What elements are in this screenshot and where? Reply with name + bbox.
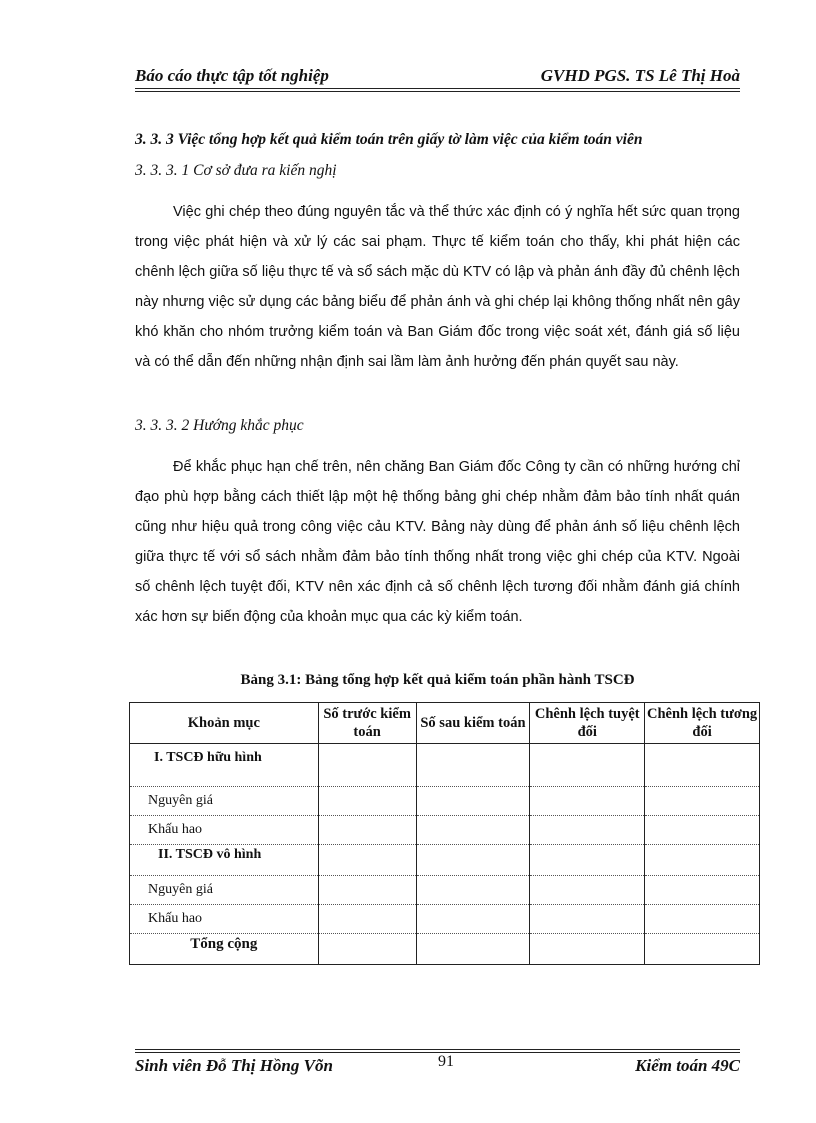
subsection-heading-1: 3. 3. 3. 1 Cơ sở đưa ra kiến nghị — [135, 162, 337, 179]
paragraph-basis: Việc ghi chép theo đúng nguyên tắc và thể thức xác định có ý nghĩa hết sức quan trọng trong việc phát hiện và xử lý các sai phạm. Thực tế kiểm toán cho thấy, khi phát hiện các chênh lệch giữa số liệu thực tế và sổ sách mặc dù KTV có lập và phản ánh đầy đủ chênh lệch này nhưng việc sử dụng các bảng biểu để phản ánh và ghi chép lại không thống nhất nên gây khó khăn cho nhóm trưởng kiểm toán và Ban Giám đốc trong việc soát xét, đánh giá số liệu và có thể dẫn đến những nhận định sai lầm làm ảnh hưởng đến phán quyết sau này. — [135, 204, 740, 370]
table-cell — [530, 845, 645, 876]
row-label-tangible: I. TSCĐ hữu hình — [130, 744, 319, 787]
table-cell — [416, 787, 530, 816]
table-row — [130, 934, 760, 965]
row-label-depreciation: Khấu hao — [130, 816, 319, 845]
footer-class: Kiểm toán 49C — [635, 1056, 740, 1075]
table-cell — [530, 816, 645, 845]
table-cell — [416, 934, 530, 965]
table-cell — [416, 876, 530, 905]
page-number: 91 — [438, 1053, 454, 1070]
table-cell — [318, 787, 416, 816]
table-header-row — [130, 703, 760, 744]
table-cell — [530, 905, 645, 934]
table-row — [130, 744, 760, 787]
table-cell — [530, 876, 645, 905]
table-caption: Bảng 3.1: Bảng tổng hợp kết quả kiểm toán phần hành TSCĐ — [240, 672, 635, 688]
table-cell — [645, 905, 760, 934]
table-cell — [416, 816, 530, 845]
row-label-cost: Nguyên giá — [130, 876, 319, 905]
table-cell — [645, 934, 760, 965]
table-cell — [645, 816, 760, 845]
col-header-item: Khoản mục — [130, 703, 319, 744]
col-header-before-audit: Số trước kiểm toán — [318, 703, 416, 744]
table-row — [130, 905, 760, 934]
table-cell — [318, 905, 416, 934]
col-header-relative-diff: Chênh lệch tương đối — [645, 703, 760, 744]
table-row — [130, 816, 760, 845]
table-cell — [318, 934, 416, 965]
table-cell — [416, 905, 530, 934]
row-label-cost: Nguyên giá — [130, 787, 319, 816]
subsection-heading-2: 3. 3. 3. 2 Hướng khắc phục — [135, 417, 304, 434]
section-heading: 3. 3. 3 Việc tổng hợp kết quả kiểm toán trên giấy tờ làm việc của kiểm toán viên — [135, 131, 643, 148]
footer-student: Sinh viên Đỗ Thị Hồng Võn — [135, 1056, 333, 1075]
row-label-intangible: II. TSCĐ vô hình — [130, 845, 319, 876]
table-cell — [645, 845, 760, 876]
table-cell — [416, 744, 530, 787]
audit-summary-table — [129, 702, 760, 965]
header-report-title: Báo cáo thực tập tốt nghiệp — [135, 66, 329, 85]
col-header-after-audit: Số sau kiểm toán — [416, 703, 530, 744]
paragraph-remedy: Để khắc phục hạn chế trên, nên chăng Ban Giám đốc Công ty cần có những hướng chỉ đạo phù hợp bằng cách thiết lập một hệ thống bảng ghi chép nhằm đảm bảo tính nhất quán cũng như hiệu quả trong công việc cảu KTV. Bảng này dùng để phản ánh số liệu chênh lệch giữa thực tế với sổ sách nhằm đảm bảo tính thống nhất trong việc ghi chép của KTV. Ngoài số chênh lệch tuyệt đối, KTV nên xác định cả số chênh lệch tương đối nhằm đánh giá chính xác hơn sự biến động của khoản mục qua các kỳ kiểm toán. — [135, 459, 740, 625]
table-cell — [530, 787, 645, 816]
header-rule — [135, 88, 740, 89]
table-cell — [645, 744, 760, 787]
table-cell — [318, 816, 416, 845]
table-cell — [318, 845, 416, 876]
table-cell — [645, 787, 760, 816]
table-cell — [645, 876, 760, 905]
row-label-depreciation: Khấu hao — [130, 905, 319, 934]
footer-rule — [135, 1049, 740, 1050]
page-footer — [135, 1049, 740, 1079]
header-rule-double — [135, 91, 740, 92]
table-cell — [318, 876, 416, 905]
col-header-absolute-diff: Chênh lệch tuyệt đối — [530, 703, 645, 744]
row-label-total: Tổng cộng — [130, 934, 319, 965]
header-supervisor: GVHD PGS. TS Lê Thị Hoà — [540, 66, 740, 85]
table-row — [130, 845, 760, 876]
table-cell — [530, 934, 645, 965]
table-row — [130, 876, 760, 905]
table-cell — [416, 845, 530, 876]
table-row — [130, 787, 760, 816]
table-cell — [530, 744, 645, 787]
page-header — [135, 64, 740, 90]
table-cell — [318, 744, 416, 787]
